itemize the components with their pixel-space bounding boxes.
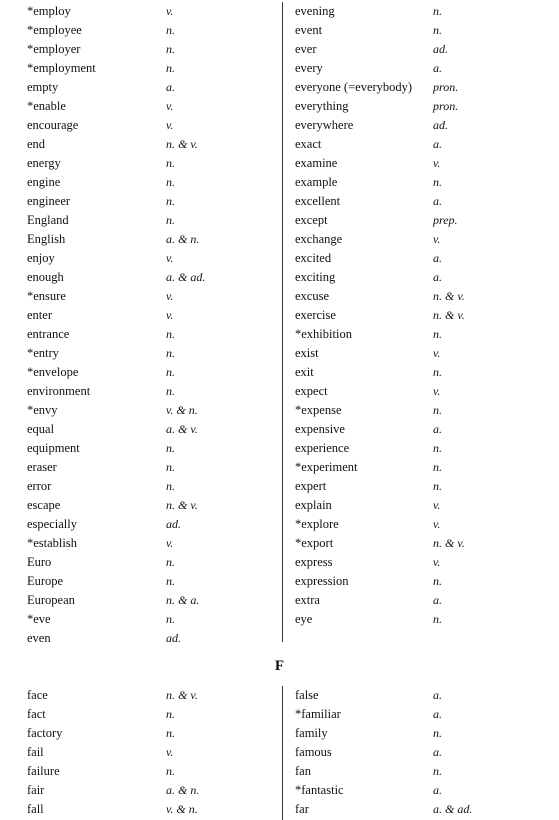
- part-of-speech: n. & v.: [166, 688, 198, 702]
- part-of-speech: a. & ad.: [433, 802, 473, 816]
- word-entry: [284, 21, 559, 40]
- part-of-speech: n.: [166, 42, 175, 56]
- entry-word: *expense: [295, 403, 342, 417]
- column-divider: [282, 686, 283, 820]
- word-entry: [0, 78, 280, 97]
- entry-word: *eve: [27, 612, 51, 626]
- entry-word: excellent: [295, 194, 341, 208]
- entry-word: eye: [295, 612, 313, 626]
- word-entry: [284, 97, 559, 116]
- entry-word: factory: [27, 726, 63, 740]
- part-of-speech: v.: [433, 384, 441, 398]
- word-entry: [284, 515, 559, 534]
- entry-word: face: [27, 688, 48, 702]
- word-entry: [0, 724, 280, 743]
- section-heading-f: F: [274, 658, 285, 674]
- word-column-right: [284, 2, 559, 629]
- word-entry: [284, 344, 559, 363]
- entry-word: environment: [27, 384, 91, 398]
- part-of-speech: n.: [166, 612, 175, 626]
- entry-word: eraser: [27, 460, 57, 474]
- part-of-speech: n. & v.: [433, 289, 465, 303]
- word-column-right: [284, 686, 559, 819]
- part-of-speech: n.: [166, 365, 175, 379]
- part-of-speech: n.: [433, 403, 442, 417]
- entry-word: entrance: [27, 327, 70, 341]
- entry-word: energy: [27, 156, 61, 170]
- part-of-speech: n.: [166, 479, 175, 493]
- entry-word: fact: [27, 707, 46, 721]
- entry-word: English: [27, 232, 66, 246]
- word-entry: [284, 496, 559, 515]
- word-entry: [0, 553, 280, 572]
- word-entry: [0, 781, 280, 800]
- part-of-speech: ad.: [166, 631, 181, 645]
- entry-word: famous: [295, 745, 332, 759]
- part-of-speech: n.: [166, 441, 175, 455]
- word-entry: [0, 800, 280, 819]
- entry-word: *ensure: [27, 289, 66, 303]
- part-of-speech: v.: [433, 232, 441, 246]
- word-entry: [284, 2, 559, 21]
- part-of-speech: n.: [166, 764, 175, 778]
- entry-word: exit: [295, 365, 314, 379]
- entry-word: explain: [295, 498, 332, 512]
- part-of-speech: n.: [433, 365, 442, 379]
- part-of-speech: prep.: [433, 213, 458, 227]
- word-entry: [0, 2, 280, 21]
- part-of-speech: n.: [166, 346, 175, 360]
- word-entry: [284, 249, 559, 268]
- word-entry: [284, 686, 559, 705]
- word-entry: [0, 496, 280, 515]
- entry-word: experience: [295, 441, 350, 455]
- entry-word: example: [295, 175, 338, 189]
- part-of-speech: a.: [433, 783, 442, 797]
- entry-word: expect: [295, 384, 328, 398]
- part-of-speech: n.: [166, 707, 175, 721]
- part-of-speech: n.: [166, 175, 175, 189]
- part-of-speech: n.: [433, 574, 442, 588]
- part-of-speech: n. & v.: [433, 536, 465, 550]
- part-of-speech: a. & n.: [166, 783, 200, 797]
- word-entry: [284, 724, 559, 743]
- entry-word: fair: [27, 783, 45, 797]
- word-entry: [284, 116, 559, 135]
- part-of-speech: v. & n.: [166, 403, 198, 417]
- entry-word: except: [295, 213, 328, 227]
- word-entry: [0, 116, 280, 135]
- word-entry: [284, 458, 559, 477]
- entry-word: far: [295, 802, 309, 816]
- word-entry: [284, 781, 559, 800]
- word-entry: [284, 743, 559, 762]
- entry-word: event: [295, 23, 323, 37]
- entry-word: *entry: [27, 346, 59, 360]
- part-of-speech: v.: [166, 99, 174, 113]
- entry-word: *familiar: [295, 707, 341, 721]
- part-of-speech: n.: [166, 460, 175, 474]
- word-column-left: [0, 686, 280, 819]
- part-of-speech: ad.: [433, 118, 448, 132]
- word-entry: [284, 477, 559, 496]
- word-entry: [0, 610, 280, 629]
- entry-word: exist: [295, 346, 319, 360]
- word-entry: [0, 686, 280, 705]
- word-entry: [284, 306, 559, 325]
- word-entry: [0, 420, 280, 439]
- part-of-speech: n.: [433, 764, 442, 778]
- part-of-speech: a. & ad.: [166, 270, 206, 284]
- part-of-speech: n.: [166, 726, 175, 740]
- part-of-speech: n.: [166, 23, 175, 37]
- word-entry: [0, 287, 280, 306]
- word-entry: [0, 705, 280, 724]
- part-of-speech: a.: [433, 194, 442, 208]
- entry-word: *explore: [295, 517, 339, 531]
- part-of-speech: v.: [433, 555, 441, 569]
- word-entry: [284, 420, 559, 439]
- part-of-speech: v.: [433, 517, 441, 531]
- word-entry: [284, 439, 559, 458]
- part-of-speech: n.: [166, 574, 175, 588]
- entry-word: *envy: [27, 403, 58, 417]
- entry-word: exciting: [295, 270, 336, 284]
- part-of-speech: n.: [166, 384, 175, 398]
- entry-word: examine: [295, 156, 338, 170]
- word-entry: [284, 363, 559, 382]
- word-entry: [0, 458, 280, 477]
- part-of-speech: n.: [433, 4, 442, 18]
- entry-word: engineer: [27, 194, 71, 208]
- word-entry: [284, 192, 559, 211]
- entry-word: error: [27, 479, 52, 493]
- word-entry: [284, 572, 559, 591]
- part-of-speech: v.: [166, 308, 174, 322]
- part-of-speech: n.: [166, 61, 175, 75]
- word-entry: [0, 230, 280, 249]
- part-of-speech: a.: [433, 745, 442, 759]
- entry-word: expression: [295, 574, 349, 588]
- part-of-speech: a.: [433, 688, 442, 702]
- word-entry: [284, 135, 559, 154]
- entry-word: everyone (=everybody): [295, 80, 413, 94]
- word-entry: [0, 363, 280, 382]
- part-of-speech: n.: [166, 555, 175, 569]
- word-entry: [284, 211, 559, 230]
- entry-word: fall: [27, 802, 44, 816]
- part-of-speech: pron.: [433, 80, 459, 94]
- word-entry: [284, 287, 559, 306]
- entry-word: engine: [27, 175, 61, 189]
- part-of-speech: n.: [433, 327, 442, 341]
- word-entry: [284, 762, 559, 781]
- entry-word: excuse: [295, 289, 330, 303]
- part-of-speech: a. & v.: [166, 422, 198, 436]
- entry-word: excited: [295, 251, 332, 265]
- word-entry: [284, 382, 559, 401]
- entry-word: fan: [295, 764, 311, 778]
- part-of-speech: n.: [433, 612, 442, 626]
- word-entry: [284, 230, 559, 249]
- entry-word: *exhibition: [295, 327, 352, 341]
- word-entry: [0, 401, 280, 420]
- entry-word: every: [295, 61, 323, 75]
- entry-word: *experiment: [295, 460, 358, 474]
- part-of-speech: a.: [433, 270, 442, 284]
- word-entry: [0, 249, 280, 268]
- word-entry: [0, 40, 280, 59]
- part-of-speech: n.: [433, 23, 442, 37]
- part-of-speech: pron.: [433, 99, 459, 113]
- part-of-speech: n.: [433, 441, 442, 455]
- entry-word: *employee: [27, 23, 82, 37]
- entry-word: expert: [295, 479, 327, 493]
- word-entry: [0, 268, 280, 287]
- entry-word: European: [27, 593, 75, 607]
- word-entry: [0, 572, 280, 591]
- part-of-speech: a.: [433, 422, 442, 436]
- entry-word: *employ: [27, 4, 71, 18]
- word-entry: [0, 762, 280, 781]
- word-entry: [0, 192, 280, 211]
- entry-word: even: [27, 631, 51, 645]
- entry-word: fail: [27, 745, 44, 759]
- part-of-speech: v.: [166, 536, 174, 550]
- entry-word: *establish: [27, 536, 77, 550]
- part-of-speech: a.: [433, 593, 442, 607]
- part-of-speech: v. & n.: [166, 802, 198, 816]
- part-of-speech: a.: [433, 251, 442, 265]
- part-of-speech: n.: [166, 213, 175, 227]
- word-entry: [284, 40, 559, 59]
- word-column-left: [0, 2, 280, 648]
- part-of-speech: n. & v.: [433, 308, 465, 322]
- word-entry: [0, 306, 280, 325]
- entry-word: everywhere: [295, 118, 354, 132]
- entry-word: exchange: [295, 232, 343, 246]
- entry-word: encourage: [27, 118, 79, 132]
- word-entry: [0, 97, 280, 116]
- part-of-speech: n.: [433, 726, 442, 740]
- entry-word: exercise: [295, 308, 336, 322]
- entry-word: *export: [295, 536, 334, 550]
- part-of-speech: n.: [166, 327, 175, 341]
- part-of-speech: a.: [433, 61, 442, 75]
- entry-word: express: [295, 555, 333, 569]
- entry-word: *fantastic: [295, 783, 344, 797]
- word-entry: [0, 154, 280, 173]
- part-of-speech: n.: [433, 175, 442, 189]
- entry-word: enter: [27, 308, 52, 322]
- entry-word: equal: [27, 422, 55, 436]
- word-entry: [284, 401, 559, 420]
- word-entry: [0, 135, 280, 154]
- word-entry: [0, 173, 280, 192]
- word-entry: [284, 705, 559, 724]
- part-of-speech: a. & n.: [166, 232, 200, 246]
- part-of-speech: n.: [433, 479, 442, 493]
- entry-word: equipment: [27, 441, 80, 455]
- entry-word: *envelope: [27, 365, 79, 379]
- word-entry: [0, 591, 280, 610]
- part-of-speech: ad.: [166, 517, 181, 531]
- entry-word: enough: [27, 270, 64, 284]
- entry-word: enjoy: [27, 251, 55, 265]
- part-of-speech: n. & v.: [166, 137, 198, 151]
- word-entry: [0, 382, 280, 401]
- entry-word: family: [295, 726, 328, 740]
- word-entry: [0, 59, 280, 78]
- word-entry: [0, 515, 280, 534]
- part-of-speech: v.: [433, 156, 441, 170]
- entry-word: ever: [295, 42, 317, 56]
- word-entry: [0, 344, 280, 363]
- entry-word: everything: [295, 99, 349, 113]
- part-of-speech: n. & a.: [166, 593, 200, 607]
- part-of-speech: n. & v.: [166, 498, 198, 512]
- entry-word: end: [27, 137, 46, 151]
- word-entry: [0, 325, 280, 344]
- entry-word: England: [27, 213, 69, 227]
- entry-word: extra: [295, 593, 320, 607]
- word-entry: [284, 325, 559, 344]
- word-entry: [284, 534, 559, 553]
- part-of-speech: v.: [166, 251, 174, 265]
- word-entry: [284, 610, 559, 629]
- entry-word: especially: [27, 517, 77, 531]
- word-entry: [284, 591, 559, 610]
- word-entry: [0, 534, 280, 553]
- word-entry: [284, 78, 559, 97]
- word-entry: [284, 154, 559, 173]
- part-of-speech: n.: [166, 156, 175, 170]
- entry-word: exact: [295, 137, 322, 151]
- word-entry: [284, 59, 559, 78]
- word-entry: [0, 211, 280, 230]
- word-entry: [284, 800, 559, 819]
- word-entry: [0, 21, 280, 40]
- part-of-speech: ad.: [433, 42, 448, 56]
- part-of-speech: v.: [166, 745, 174, 759]
- word-entry: [284, 173, 559, 192]
- part-of-speech: v.: [166, 118, 174, 132]
- entry-word: *employer: [27, 42, 81, 56]
- entry-word: *employment: [27, 61, 96, 75]
- part-of-speech: v.: [166, 289, 174, 303]
- entry-word: false: [295, 688, 319, 702]
- word-entry: [0, 743, 280, 762]
- part-of-speech: v.: [433, 498, 441, 512]
- word-entry: [284, 268, 559, 287]
- part-of-speech: v.: [433, 346, 441, 360]
- entry-word: empty: [27, 80, 59, 94]
- entry-word: evening: [295, 4, 335, 18]
- entry-word: Euro: [27, 555, 52, 569]
- entry-word: failure: [27, 764, 60, 778]
- part-of-speech: a.: [166, 80, 175, 94]
- column-divider: [282, 2, 283, 642]
- entry-word: expensive: [295, 422, 345, 436]
- part-of-speech: a.: [433, 707, 442, 721]
- entry-word: *enable: [27, 99, 66, 113]
- word-entry: [0, 439, 280, 458]
- part-of-speech: v.: [166, 4, 174, 18]
- part-of-speech: n.: [166, 194, 175, 208]
- word-entry: [284, 553, 559, 572]
- entry-word: Europe: [27, 574, 64, 588]
- part-of-speech: a.: [433, 137, 442, 151]
- entry-word: escape: [27, 498, 61, 512]
- word-entry: [0, 629, 280, 648]
- part-of-speech: n.: [433, 460, 442, 474]
- word-entry: [0, 477, 280, 496]
